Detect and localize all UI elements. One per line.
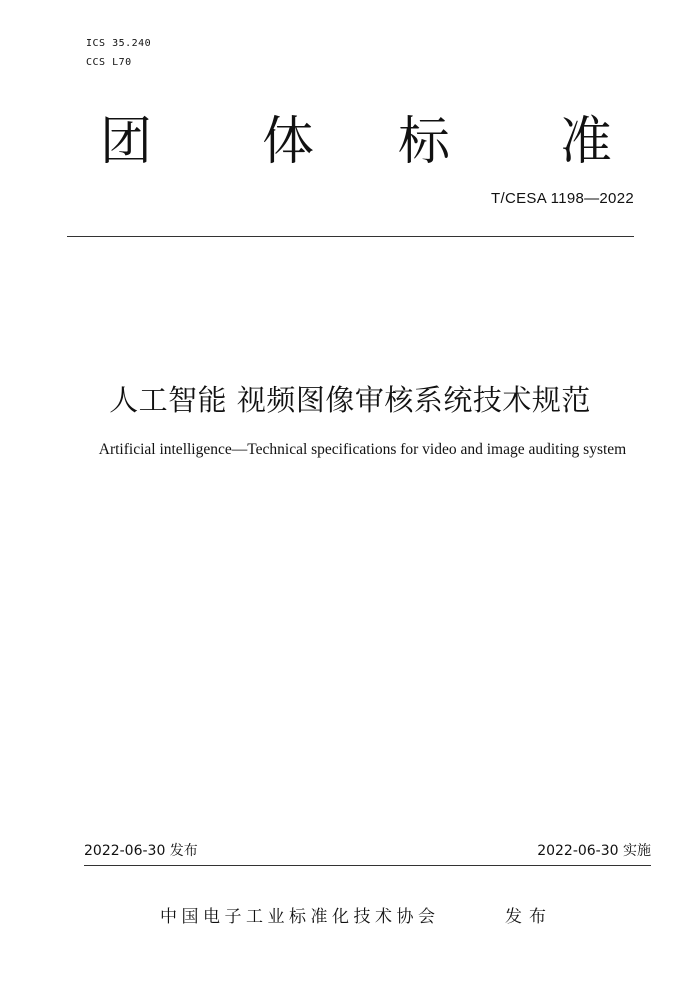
standard-type-char: 团 — [100, 112, 153, 172]
top-divider — [67, 236, 634, 237]
title-chinese: 人工智能 视频图像审核系统技术规范 — [109, 383, 591, 417]
publish-label: 发布 — [505, 907, 553, 927]
issue-date: 2022-06-30 发布 — [84, 843, 198, 859]
implementation-date: 2022-06-30 实施 — [537, 843, 651, 859]
classification-codes — [86, 34, 151, 72]
standard-type-char: 准 — [560, 112, 613, 172]
standard-number: T/CESA 1198—2022 — [491, 190, 634, 207]
ics-code: ICS 35.240 — [86, 38, 152, 49]
title-english: Artificial intelligence—Technical specifications for video and image auditing system — [98, 441, 627, 458]
ccs-code: CCS L70 — [86, 57, 132, 68]
standard-type-char: 体 — [262, 112, 315, 172]
publisher-name: 中国电子工业标准化技术协会 — [160, 907, 440, 927]
bottom-divider — [84, 865, 651, 866]
standard-type-heading — [0, 110, 700, 174]
standard-type-char: 标 — [398, 112, 451, 172]
